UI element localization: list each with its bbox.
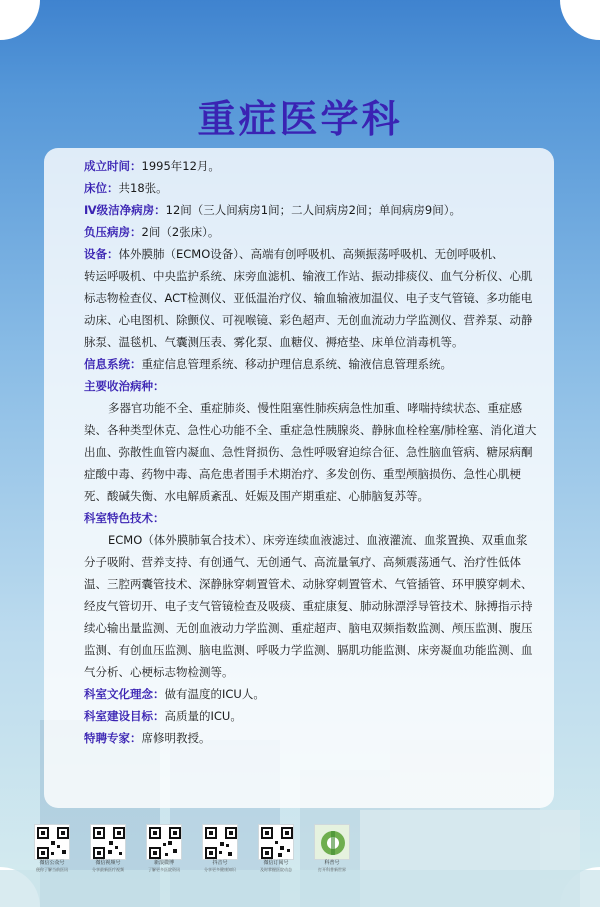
qr-caption: 科普号	[324, 860, 340, 866]
qr-caption: 微信视频号	[95, 860, 121, 866]
diseases-line: 多器官功能不全、重症肺炎、慢性阻塞性肺疾病急性加重、哮喘持续状态、重症感	[108, 401, 522, 415]
qr-subcaption: 了解更多医院资讯	[148, 867, 180, 872]
established-label: 成立时间：	[84, 159, 142, 173]
equipment-line: 动床、心电图机、除颤仪、可视喉镜、彩色超声、无创血流动力学监测仪、营养泵、动静	[84, 313, 533, 327]
beds-value: 共18张。	[118, 181, 168, 195]
qr-wechat-subscription[interactable]	[258, 824, 294, 880]
page-title: 重症医学科	[197, 96, 403, 141]
expert-label: 特聘专家：	[84, 731, 142, 745]
techniques-line: 温、三腔两囊管技术、深静脉穿刺置管术、动脉穿刺置管术、气管插管、环甲膜穿刺术、	[84, 577, 533, 591]
qr-subcaption: 打开科普新世界	[318, 867, 346, 872]
equipment-text: 体外膜肺（ECMO设备）、高端有创呼吸机、高频振荡呼吸机、无创呼吸机、	[118, 247, 504, 261]
clean-rooms-label: Ⅳ级洁净病房：	[84, 203, 166, 217]
qr-wechat-official[interactable]	[34, 824, 70, 880]
techniques-line: 经皮气管切开、电子支气管镜检查及吸痰、重症康复、肺动脉漂浮导管技术、脉搏指示持	[84, 599, 533, 613]
qr-subcaption: 及时掌握医院动态	[260, 867, 292, 872]
techniques-line: 监测、有创血压监测、脑电监测、呼吸力学监测、膈肌功能监测、床旁凝血功能监测、血	[84, 643, 533, 657]
beds-row	[84, 177, 556, 199]
techniques-heading: 科室特色技术：	[84, 511, 165, 525]
negative-rooms-row	[84, 221, 556, 243]
established-row	[84, 155, 556, 177]
beds-label: 床位：	[84, 181, 119, 195]
qr-code-strip	[34, 824, 354, 894]
equipment-label: 设备：	[84, 247, 119, 261]
qr-caption: 新浪微博	[153, 860, 174, 866]
equipment-line: 转运呼吸机、中央监护系统、床旁血滤机、输液工作站、振动排痰仪、血气分析仪、心肌	[84, 269, 533, 283]
qr-science-account[interactable]	[314, 824, 350, 880]
equipment-line: 标志物检查仪、ACT检测仪、亚低温治疗仪、输血输液加温仪、电子支气管镜、多功能电	[84, 291, 533, 305]
info-systems-row	[84, 353, 556, 375]
qr-code-icon	[146, 824, 182, 860]
qr-code-icon	[34, 824, 70, 860]
qr-caption: 抖音号	[212, 860, 228, 866]
diseases-line: 症酸中毒、药物中毒、高危患者围手术期治疗、多发创伤、重型颅脑损伤、急性心肌梗	[84, 467, 521, 481]
info-systems-value: 重症信息管理系统、移动护理信息系统、输液信息管理系统。	[141, 357, 452, 371]
info-systems-label: 信息系统：	[84, 357, 142, 371]
corner-decoration	[0, 0, 40, 40]
qr-code-icon	[202, 824, 238, 860]
qr-code-icon	[90, 824, 126, 860]
diseases-line: 死、酸碱失衡、水电解质紊乱、妊娠及围产期重症、心肺脑复苏等。	[84, 489, 429, 503]
culture-row	[84, 683, 556, 705]
department-info	[84, 155, 556, 749]
goal-value: 高质量的ICU。	[164, 709, 242, 723]
goal-row	[84, 705, 556, 727]
qr-caption: 微信订阅号	[263, 860, 289, 866]
culture-value: 做有温度的ICU人。	[164, 687, 265, 701]
expert-value: 席修明教授。	[141, 731, 211, 745]
expert-row	[84, 727, 556, 749]
qr-code-icon	[258, 824, 294, 860]
equipment-line	[84, 243, 556, 265]
qr-douyin[interactable]	[202, 824, 238, 880]
qr-subcaption: 分享最新医疗视频	[92, 867, 124, 872]
goal-label: 科室建设目标：	[84, 709, 165, 723]
corner-decoration	[560, 0, 600, 40]
negative-rooms-value: 2间（2张床）。	[141, 225, 220, 239]
techniques-line: 气分析、心梗标志物检测等。	[84, 665, 234, 679]
qr-weibo[interactable]	[146, 824, 182, 880]
culture-label: 科室文化理念：	[84, 687, 165, 701]
qr-subcaption: 便你了解当前医讯	[36, 867, 68, 872]
clean-rooms-value: 12间（三人间病房1间；二人间病房2间；单间病房9间）。	[165, 203, 461, 217]
techniques-line: 续心输出量监测、无创血液动力学监测、重症超声、脑电双频指数监测、颅压监测、腹压	[84, 621, 533, 635]
qr-subcaption: 分享更多健康知识	[204, 867, 236, 872]
techniques-line: ECMO（体外膜肺氧合技术）、床旁连续血液滤过、血液灌流、血浆置换、双重血浆	[108, 533, 528, 547]
techniques-line: 分子吸附、营养支持、有创通气、无创通气、高流量氧疗、高频震荡通气、治疗性低体	[84, 555, 521, 569]
qr-wechat-video[interactable]	[90, 824, 126, 880]
equipment-line: 脉泵、温毯机、气囊测压表、雾化泵、血糖仪、褥疮垫、床单位消毒机等。	[84, 335, 464, 349]
negative-rooms-label: 负压病房：	[84, 225, 142, 239]
diseases-line: 出血、弥散性血管内凝血、急性肾损伤、急性呼吸窘迫综合征、急性脑血管病、糖尿病酮	[84, 445, 533, 459]
diseases-line: 染、各种类型休克、急性心功能不全、重症急性胰腺炎、静脉血栓栓塞/肺栓塞、消化道大	[84, 423, 537, 437]
diseases-heading: 主要收治病种：	[84, 379, 165, 393]
science-logo-icon	[314, 824, 350, 860]
established-value: 1995年12月。	[141, 159, 220, 173]
clean-rooms-row	[84, 199, 556, 221]
qr-caption: 微信公众号	[39, 860, 65, 866]
